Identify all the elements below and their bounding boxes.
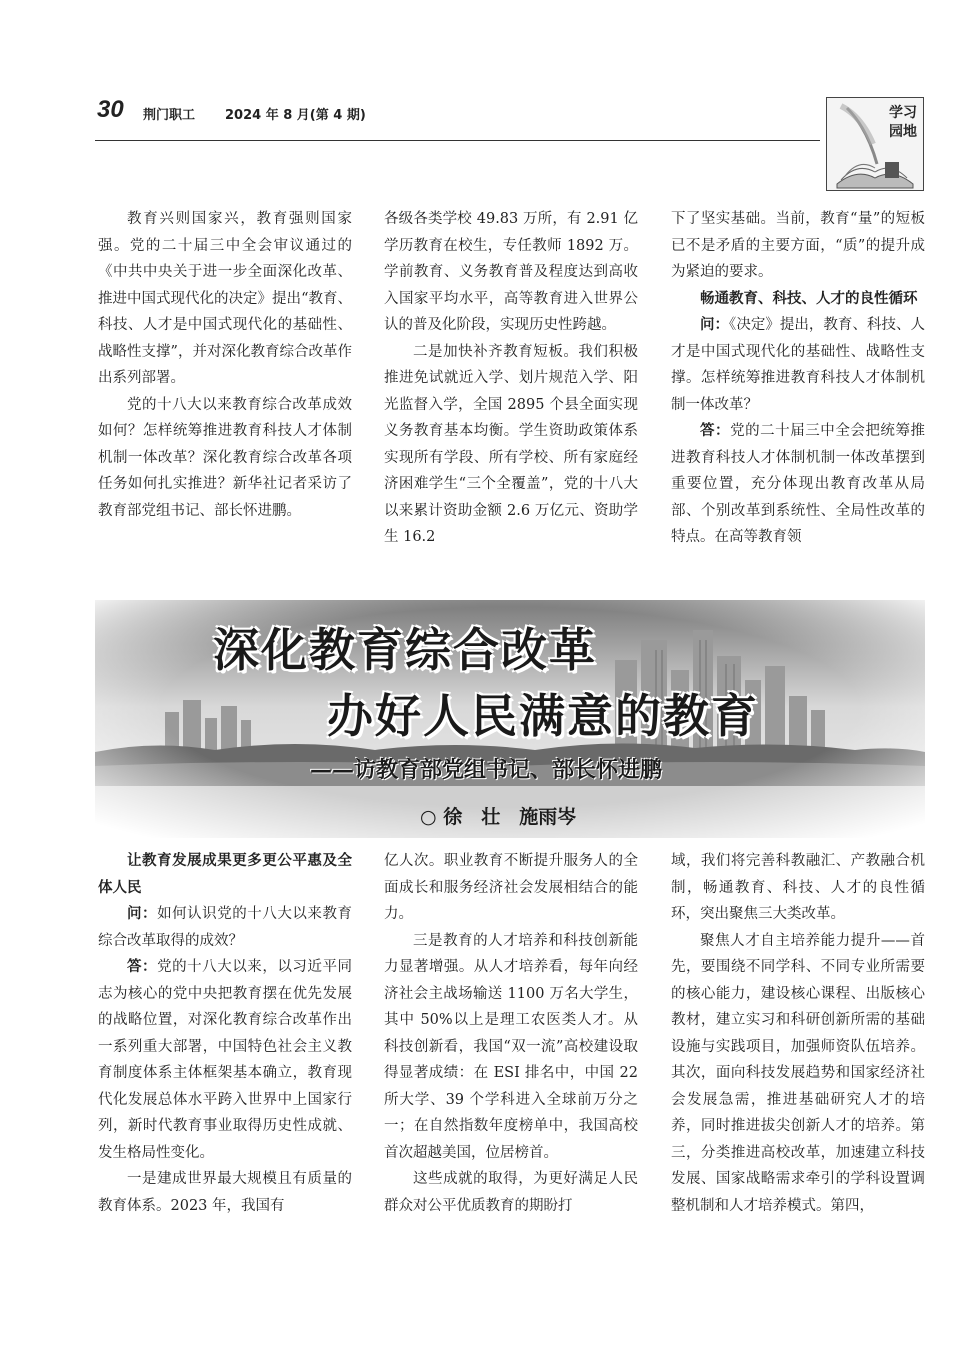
answer-label: 答： (127, 959, 158, 975)
badge-text: 学习 园地 (889, 105, 917, 140)
section-subhead: 畅通教育、科技、人才的良性循环 (700, 290, 918, 307)
author-byline: ○ 徐 壮 施雨岑 (420, 806, 577, 828)
intro-column (98, 206, 352, 524)
title-banner (95, 600, 925, 838)
answer-paragraph: 答：党的二十届三中全会把统筹推进教育科技人才体制机制一体改革摆到重要位置，充分体现出教育改革从局部、个别改革到系统性、全局性改革的特点。在高等教育领 (671, 423, 926, 545)
section-subhead: 让教育发展成果更多更公平惠及全体人民 (98, 853, 352, 896)
answer-paragraph: 答：党的十八大以来，以习近平同志为核心的党中央把教育摆在优先发展的战略位置，对深化教育综合改革作出一系列重大部署，中国特色社会主义教育制度体系主体框架基本确立，教育现代化发展总体水平跨入世界中上国家行列，新时代教育事业取得历史性成就、发生格局性变化。 (98, 959, 353, 1161)
question-label: 问： (700, 317, 730, 333)
article-column-3-bottom (671, 848, 925, 1219)
article-column-1-bottom (98, 848, 352, 1219)
issue-date: 2024 年 8 月(第 4 期) (225, 108, 366, 123)
page-header (95, 96, 815, 136)
article-column-2-top (384, 206, 638, 551)
body-paragraph: 聚焦人才自主培养能力提升——首先，要围绕不同学科、不同专业所需要的核心能力，建设核心课程、出版核心教材，建立实习和科研创新所需的基础设施与实践项目，加强师资队伍培养。其次，面向科技发展趋势和国家经济社会发展急需，推进基础研究人才的培养，同时推进拔尖创新人才的培养。第三，分类推进高校改革，加速建立科技发展、国家战略需求牵引的学科设置调整机制和人才培养模式。第四， (671, 932, 925, 1214)
body-paragraph: 这些成就的取得，为更好满足人民群众对公平优质教育的期盼打 (384, 1171, 638, 1214)
magazine-name: 荆门职工 (143, 108, 196, 123)
body-paragraph: 三是教育的人才培养和科技创新能力显著增强。从人才培养看，每年向经济社会主战场输送 1100 万名大学生，其中 50%以上是理工农医类人才。从科技创新看，我国“双一流”高校建设取得显著成绩：在 ESI 排名中，中国 22 所大学、39 个学科进入全球前万分之一；在自然指数年度榜单中，我国高校首次超越美国，位居榜首。 (384, 932, 638, 1161)
body-paragraph: 域，我们将完善科教融汇、产教融合机制，畅通教育、科技、人才的良性循环，突出聚焦三大类改革。 (671, 853, 925, 922)
body-paragraph: 亿人次。职业教育不断提升服务人的全面成长和服务经济社会发展相结合的能力。 (384, 853, 638, 922)
question-paragraph: 问：如何认识党的十八大以来教育综合改革取得的成效？ (98, 906, 353, 949)
body-paragraph: 二是加快补齐教育短板。我们积极推进免试就近入学、划片规范入学、阳光监督入学，全国 2895 个县全面实现义务教育基本均衡。学生资助政策体系实现所有学段、所有学校、所有家庭经济困难学生“三个全覆盖”，党的十八大以来累计资助金额 2.6 万亿元、资助学生 16.2 (384, 343, 638, 545)
intro-paragraph: 党的十八大以来教育综合改革成效如何？怎样统筹推进教育科技人才体制机制一体改革？深化教育综合改革各项任务如何扎实推进？新华社记者采访了教育部党组书记、部长怀进鹏。 (98, 396, 352, 519)
section-badge (826, 97, 924, 191)
body-paragraph: 下了坚实基础。当前，教育“量”的短板已不是矛盾的主要方面，“质”的提升成为紧迫的要求。 (671, 211, 925, 280)
subtitle: ——访教育部党组书记、部长怀进鹏 (310, 757, 663, 783)
question-label: 问： (127, 906, 158, 922)
intro-paragraph: 教育兴则国家兴，教育强则国家强。党的二十届三中全会审议通过的《中共中央关于进一步全面深化改革、推进中国式现代化的决定》提出“教育、科技、人才是中国式现代化的基础性、战略性支撑”，并对深化教育综合改革作出系列部署。 (98, 211, 352, 386)
body-paragraph: 各级各类学校 49.83 万所，有 2.91 亿学历教育在校生，专任教师 1892 万。学前教育、义务教育普及程度达到高收入国家平均水平，高等教育进入世界公认的普及化阶段，实现历史性跨越。 (384, 211, 638, 333)
answer-label: 答： (700, 423, 731, 439)
article-column-2-bottom (384, 848, 638, 1219)
page-number: 30 (97, 96, 124, 123)
body-paragraph: 一是建成世界最大规模且有质量的教育体系。2023 年，我国有 (98, 1171, 352, 1214)
question-paragraph: 问：《决定》提出，教育、科技、人才是中国式现代化的基础性、战略性支撑。怎样统筹推进教育科技人才体制机制一体改革？ (671, 317, 926, 413)
title-line-1: 深化教育综合改革 (213, 623, 597, 677)
header-rule (95, 140, 820, 141)
title-line-2: 办好人民满意的教育 (327, 689, 759, 743)
article-column-3-top (671, 206, 925, 551)
